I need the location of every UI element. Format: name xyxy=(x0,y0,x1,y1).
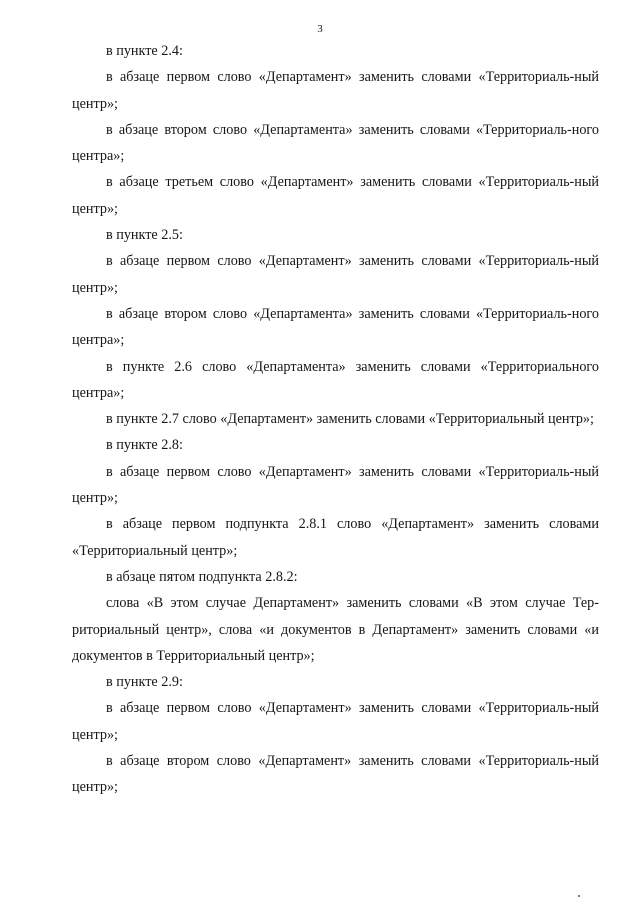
paragraph: в абзаце первом слово «Департамент» заменить словами «Территориаль-ный центр»; xyxy=(72,700,599,743)
paragraph: в абзаце первом слово «Департамент» заменить словами «Территориаль-ный центр»; xyxy=(72,253,599,296)
paragraph: в абзаце втором слово «Департамента» заменить словами «Территориаль-ного центра»; xyxy=(72,305,599,349)
paragraph-subitem-2-8-2: в абзаце пятом подпункта 2.8.2: xyxy=(106,568,298,585)
paragraph: в абзаце первом подпункта 2.8.1 слово «Департамент» заменить словами «Территориальный центр»; xyxy=(72,516,599,559)
paragraph: в абзаце первом слово «Департамент» заменить словами «Территориаль-ный центр»; xyxy=(72,463,599,507)
document-body xyxy=(72,38,599,801)
paragraph: в абзаце втором слово «Департамент» заменить словами «Территориаль-ный центр»; xyxy=(72,753,599,796)
paragraph-item-2-4: в пункте 2.4: xyxy=(106,43,183,59)
paragraph: в пункте 2.7 слово «Департамент» заменить словами «Территориальный центр»; xyxy=(106,411,594,428)
paragraph-item-2-5: в пункте 2.5: xyxy=(106,227,183,244)
paragraph: в пункте 2.6 слово «Департамента» заменить словами «Территориального центра»; xyxy=(72,358,599,401)
scan-artifact-dot xyxy=(578,895,580,897)
paragraph-item-2-8: в пункте 2.8: xyxy=(106,437,183,454)
paragraph: в абзаце третьем слово «Департамент» заменить словами «Территориаль-ный центр»; xyxy=(72,174,599,217)
paragraph-item-2-9: в пункте 2.9: xyxy=(106,674,183,691)
paragraph: в абзаце первом слово «Департамент» заменить словами «Территориаль-ный центр»; xyxy=(72,69,599,112)
page-number: 3 xyxy=(317,23,323,35)
paragraph: слова «В этом случае Департамент» заменить словами «В этом случае Тер-риториальный центр», слова «и документов в Департамент» заменить словами «и документов в Территориальный центр»; xyxy=(72,595,599,664)
paragraph: в абзаце втором слово «Департамента» заменить словами «Территориаль-ного центра»; xyxy=(72,121,599,165)
